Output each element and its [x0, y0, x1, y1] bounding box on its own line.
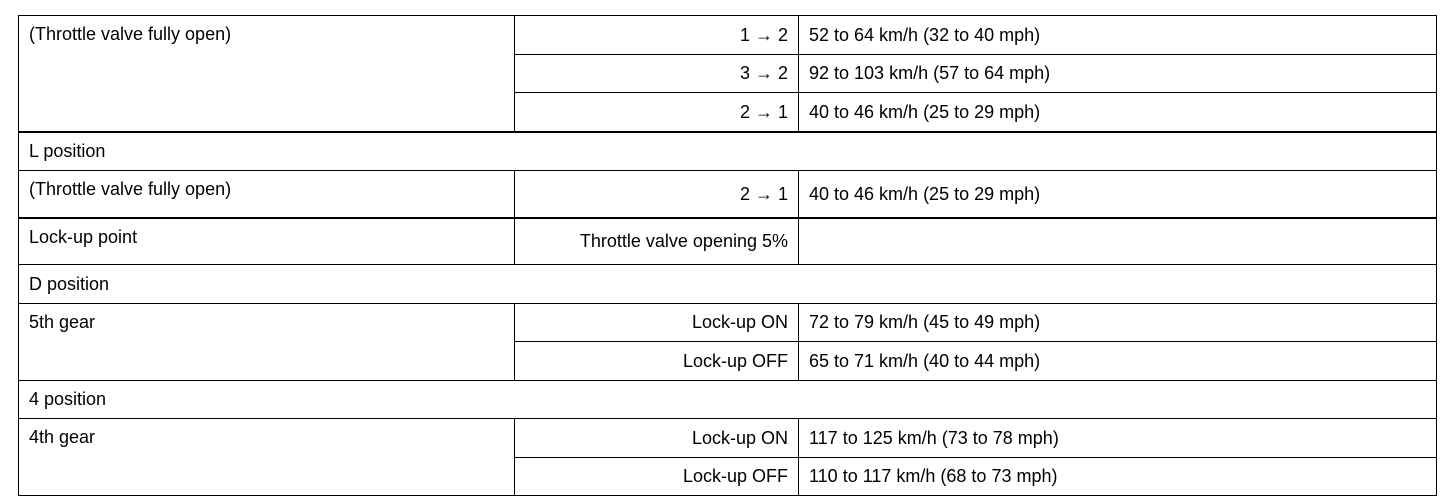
shift-point-spec-table [18, 15, 1437, 496]
speed-value [799, 218, 1437, 265]
row-label: (Throttle valve fully open) [19, 16, 515, 132]
section-heading: L position [19, 132, 1437, 171]
lockup-state: Lock-up OFF [515, 457, 799, 496]
row-label: 4th gear [19, 419, 515, 496]
speed-value: 52 to 64 km/h (32 to 40 mph) [799, 16, 1437, 55]
table-row [19, 218, 1437, 265]
table-row [19, 171, 1437, 218]
lockup-state: Lock-up ON [515, 303, 799, 342]
section-heading: D position [19, 265, 1437, 304]
section-row [19, 132, 1437, 171]
lockup-state: Lock-up OFF [515, 342, 799, 381]
condition: Throttle valve opening 5% [515, 218, 799, 265]
row-label: (Throttle valve fully open) [19, 171, 515, 218]
row-label: Lock-up point [19, 218, 515, 265]
section-row [19, 380, 1437, 419]
section-row [19, 265, 1437, 304]
speed-value: 40 to 46 km/h (25 to 29 mph) [799, 171, 1437, 218]
shift-range: 3 → 2 [515, 54, 799, 93]
shift-range: 1 → 2 [515, 16, 799, 55]
speed-value: 72 to 79 km/h (45 to 49 mph) [799, 303, 1437, 342]
speed-value: 65 to 71 km/h (40 to 44 mph) [799, 342, 1437, 381]
lockup-state: Lock-up ON [515, 419, 799, 458]
table-row [19, 303, 1437, 342]
row-label: 5th gear [19, 303, 515, 380]
section-heading: 4 position [19, 380, 1437, 419]
speed-value: 92 to 103 km/h (57 to 64 mph) [799, 54, 1437, 93]
speed-value: 40 to 46 km/h (25 to 29 mph) [799, 93, 1437, 132]
speed-value: 117 to 125 km/h (73 to 78 mph) [799, 419, 1437, 458]
shift-range: 2 → 1 [515, 93, 799, 132]
table-row [19, 419, 1437, 458]
table-row [19, 16, 1437, 55]
shift-range: 2 → 1 [515, 171, 799, 218]
speed-value: 110 to 117 km/h (68 to 73 mph) [799, 457, 1437, 496]
